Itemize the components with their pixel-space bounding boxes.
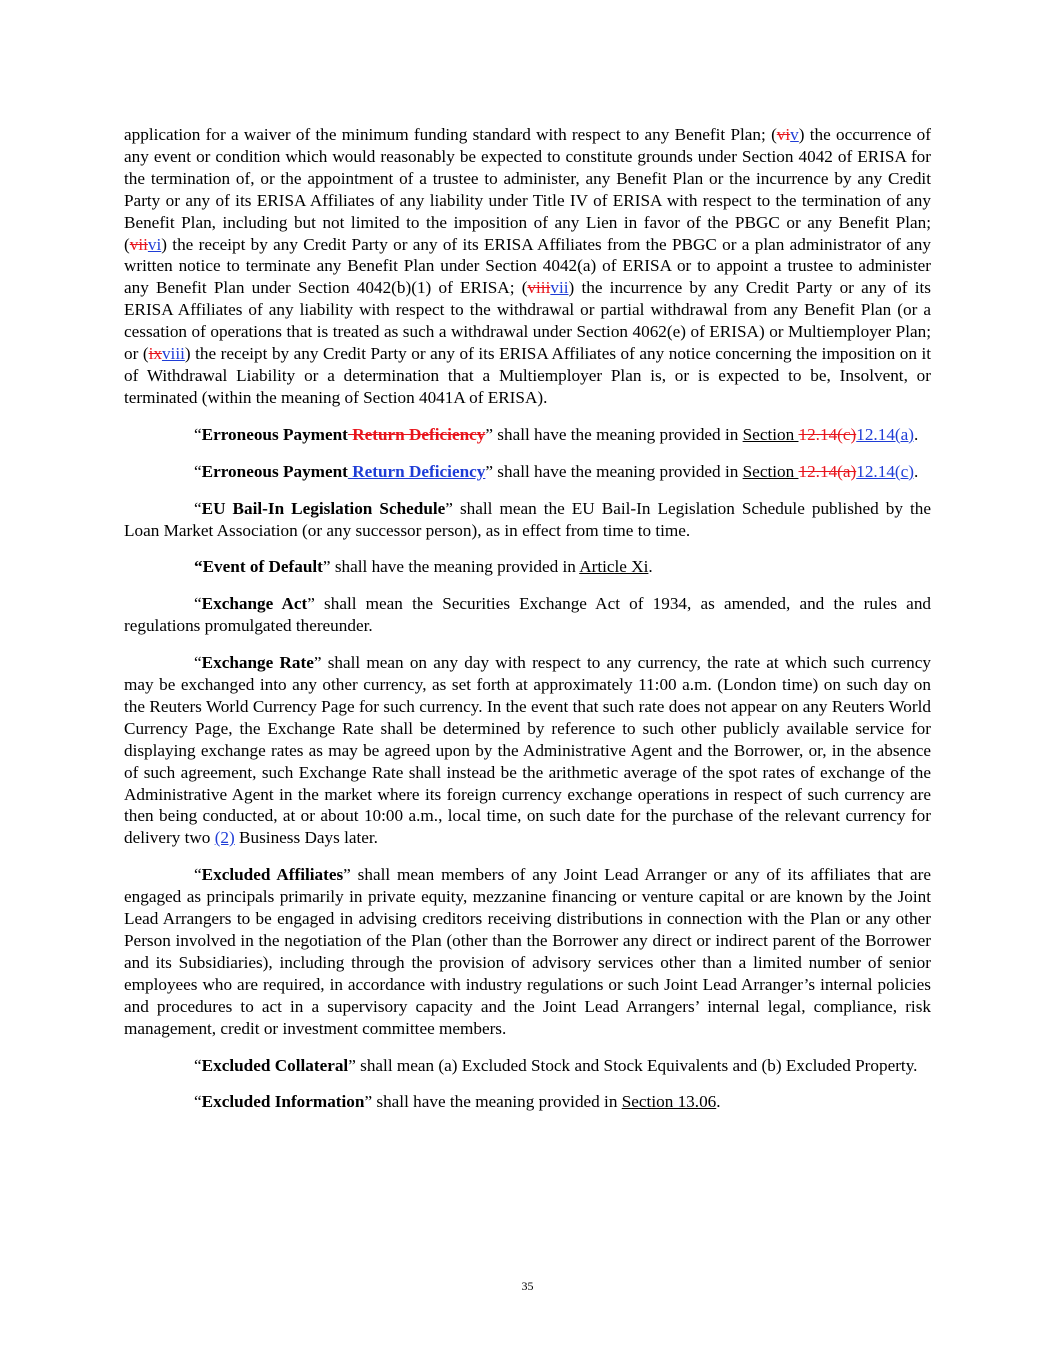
definition-erroneous-payment-return-deficiency: “Erroneous Payment Return Deficiency” shall have the meaning provided in Section 12.14(a)12.14(c).: [194, 461, 919, 481]
section-reference[interactable]: Section: [742, 424, 799, 444]
section-reference[interactable]: Section: [742, 461, 799, 481]
document-page: [124, 124, 931, 1113]
erisa-events-continuation: application for a waiver of the minimum funding standard with respect to any Benefit Plan; (viv) the occurrence of any event or condition which would reasonably be expected to constitute grounds under Section 4042 of ERISA for the termination of, or the appointment of a trustee to administer, any Benefit Plan or the incurrence by any Credit Party or any of its ERISA Affiliates of any liability under Title IV of ERISA with respect to the termination of any Benefit Plan, including but not limited to the imposition of any Lien in favor of the PBGC or any Benefit Plan; (viivi) the receipt by any Credit Party or any of its ERISA Affiliates from the PBGC or a plan administrator of any written notice to terminate any Benefit Plan under Section 4042(a) of ERISA or to appoint a trustee to administer any Benefit Plan under Section 4042(b)(1) of ERISA; (viiivii) the incurrence by any Credit Party or any of its ERISA Affiliates of any liability with respect to the withdrawal or partial withdrawal from any Benefit Plan (or a cessation of operations that is treated as such a withdrawal under Section 4062(e) of ERISA) or Multiemployer Plan; or (ixviii) the receipt by any Credit Party or any of its ERISA Affiliates of any notice concerning the imposition on it of Withdrawal Liability or a determination that a Multiemployer Plan is, or is expected to be, Insolvent, or terminated (within the meaning of Section 4041A of ERISA).: [124, 125, 932, 407]
defined-term: EU Bail-In Legislation Schedule: [201, 498, 446, 518]
definition-excluded-collateral: “Excluded Collateral” shall mean (a) Excluded Stock and Stock Equivalents and (b) Excluded Property.: [194, 1055, 918, 1075]
deleted-text: 12.14(a): [798, 461, 857, 481]
definition-excluded-affiliates: “Excluded Affiliates” shall mean members of any Joint Lead Arranger or any of its affiliates that are engaged as principals primarily in private equity, mezzanine financing or venture capital or are known by the Joint Lead Arrangers to be engaged in advising creditors receiving distributions in connection with the Plan or any other Person involved in the negotiation of the Plan (other than the Borrower any direct or indirect parent of the Borrower and its Subsidiaries), including through the provision of advisory services other than a limited number of senior employees who are required, in accordance with industry regulations or such Joint Lead Arranger’s internal policies and procedures to act in a supervisory capacity and the Joint Lead Arrangers’ internal legal, compliance, risk management, credit or investment committee members.: [124, 865, 931, 1038]
definition-exchange-rate: “Exchange Rate” shall mean on any day with respect to any currency, the rate at which such currency may be exchanged into any other currency, as set forth at approximately 11:00 a.m. (London time) on such day on the Reuters World Currency Page for such currency. In the event that such rate does not appear on any Reuters World Currency Page, the Exchange Rate shall be determined by reference to such other publicly available service for displaying exchange rates as may be agreed upon by the Administrative Agent and the Borrower, or, in the absence of such agreement, such Exchange Rate shall instead be the arithmetic average of the spot rates of exchange of the Administrative Agent in the market where its foreign currency exchange operations in respect of such currency are then being conducted, at or about 10:00 a.m., local time, on such date for the purchase of the relevant currency for delivery two (2) Business Days later.: [124, 653, 931, 848]
inserted-text: Return Deficiency: [347, 461, 486, 481]
defined-term: Erroneous Payment: [201, 424, 348, 444]
inserted-text: 12.14(c): [856, 461, 914, 481]
article-reference[interactable]: Article Xi: [579, 557, 649, 577]
defined-term: Exchange Act: [201, 594, 308, 614]
inserted-text: vi: [147, 234, 162, 254]
inserted-text: viii: [161, 344, 185, 364]
definition-excluded-information: “Excluded Information” shall have the meaning provided in Section 13.06.: [194, 1092, 721, 1112]
definition-event-of-default: “Event of Default” shall have the meaning provided in Article Xi.: [194, 557, 653, 577]
defined-term: Erroneous Payment: [201, 461, 348, 481]
definition-eu-bail-in-legislation-schedule: “EU Bail-In Legislation Schedule” shall mean the EU Bail-In Legislation Schedule published by the Loan Market Association (or any successor person), as in effect from time to time.: [124, 498, 931, 540]
section-reference[interactable]: Section 13.06: [621, 1092, 717, 1112]
defined-term: “Event of Default: [194, 557, 323, 577]
defined-term: Exchange Rate: [201, 653, 314, 673]
definition-exchange-act: “Exchange Act” shall mean the Securities Exchange Act of 1934, as amended, and the rules and regulations promulgated thereunder.: [124, 594, 932, 636]
defined-term: Excluded Affiliates: [201, 865, 344, 885]
inserted-text: (2): [214, 828, 235, 848]
defined-term: Excluded Information: [201, 1092, 365, 1112]
deleted-text: viii: [527, 278, 551, 298]
defined-term: Excluded Collateral: [201, 1055, 349, 1075]
definition-erroneous-payment-deficiency-assignment: “Erroneous Payment Return Deficiency” shall have the meaning provided in Section 12.14(c)12.14(a).: [194, 424, 919, 444]
deleted-text: vi: [776, 125, 791, 144]
deleted-text: Return Deficiency: [347, 424, 486, 444]
deleted-text: vii: [129, 234, 148, 254]
inserted-text: v: [790, 125, 799, 144]
inserted-text: vii: [550, 278, 569, 298]
deleted-text: ix: [148, 344, 162, 364]
page-number: 35: [521, 1279, 534, 1293]
deleted-text: 12.14(c): [798, 424, 857, 444]
inserted-text: 12.14(a): [856, 424, 914, 444]
